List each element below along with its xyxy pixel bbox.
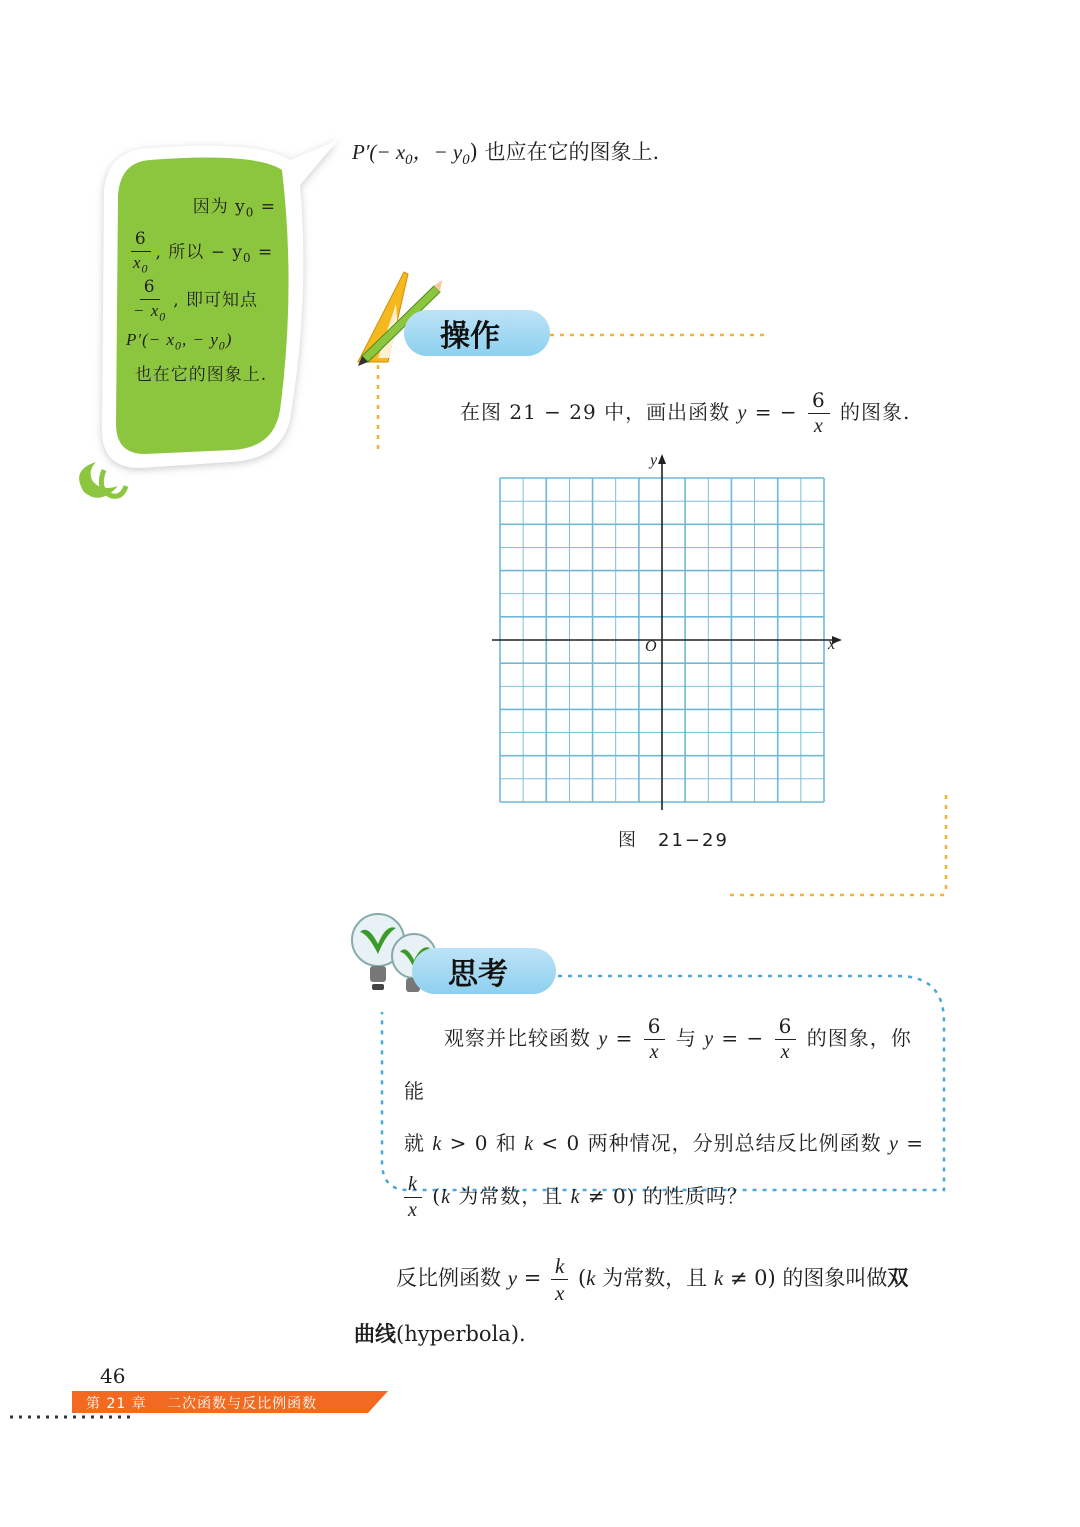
operation-header: 操作 <box>404 310 550 356</box>
frac-den: x <box>649 1041 660 1063</box>
think-p1b: 的图象，你能 <box>404 1026 912 1103</box>
def-c: 为常数，且 <box>595 1266 714 1290</box>
y-axis-arrow <box>658 454 666 464</box>
var-k: k <box>524 1133 535 1155</box>
figure-caption: 图 21−29 <box>618 830 729 851</box>
frac-den: − x <box>133 300 160 320</box>
think-fraction-3 <box>404 1174 422 1221</box>
var-y: y <box>888 1133 899 1155</box>
var-y: y <box>704 1028 715 1050</box>
note-line2-eq: = <box>251 242 274 263</box>
op-text-after: 的图象. <box>832 400 911 424</box>
think-p2b: > 0 和 <box>442 1131 525 1155</box>
var-k: k <box>713 1266 724 1290</box>
subscript: 0 <box>405 152 413 169</box>
top-line-suffix: ) 也应在它的图象上. <box>469 140 660 164</box>
note-line4-mid: , − y <box>181 329 219 349</box>
def-b: ( <box>571 1266 587 1290</box>
subscript: 0 <box>242 251 252 266</box>
var-y: y <box>737 402 748 424</box>
note-line4-end: ) <box>225 329 233 349</box>
coordinate-grid <box>488 450 848 812</box>
op-text-before: 在图 21 − 29 中，画出函数 <box>460 400 738 424</box>
note-fraction-1 <box>129 231 153 275</box>
think-question <box>404 1012 924 1223</box>
equals: = <box>517 1266 548 1290</box>
def-e: (hyperbola). <box>396 1322 526 1346</box>
think-p3a: ( <box>424 1184 442 1208</box>
frac-den: x <box>813 415 824 437</box>
subscript: 0 <box>159 309 167 324</box>
note-line4: P′(− x <box>126 329 176 349</box>
equals: = − <box>714 1026 772 1050</box>
var-y: y <box>507 1266 518 1290</box>
note-line5: 也在它的图象上. <box>134 365 268 386</box>
think-p3b: 为常数，且 <box>450 1184 571 1208</box>
origin-label: O <box>645 638 657 655</box>
op-fraction <box>808 390 830 437</box>
equals: = <box>608 1026 641 1050</box>
think-p2a: 就 <box>404 1131 433 1155</box>
def-a: 反比例函数 <box>396 1266 508 1290</box>
term-bold-2: 曲线 <box>354 1322 396 1346</box>
subscript: 0 <box>175 338 182 353</box>
frac-num: 6 <box>775 1016 797 1040</box>
frac-den: x <box>408 1199 418 1221</box>
footer-dotted-line <box>8 1414 138 1420</box>
think-p3c: ≠ 0) 的性质吗？ <box>580 1184 748 1208</box>
think-p2c: < 0 两种情况，分别总结反比例函数 <box>534 1131 889 1155</box>
frac-num: k <box>404 1174 422 1198</box>
var-k: k <box>586 1266 596 1290</box>
point-expr: P′(− x <box>352 140 406 164</box>
chapter-title: 第 21 章 二次函数与反比例函数 <box>86 1396 318 1412</box>
top-continued-line <box>352 136 659 169</box>
think-p1a: 观察并比较函数 <box>444 1026 599 1050</box>
think-p2d: = <box>898 1131 924 1155</box>
think-mid1: 与 <box>668 1026 705 1050</box>
frac-num: 6 <box>644 1016 666 1040</box>
axis-label-y: y <box>650 452 658 469</box>
frac-num: k <box>551 1255 568 1280</box>
frac-num: 6 <box>131 231 151 252</box>
side-note-text <box>126 192 276 390</box>
frac-den: x <box>554 1281 565 1305</box>
axis-label-x: x <box>828 636 836 653</box>
frac-num: 6 <box>808 390 830 414</box>
def-fraction <box>551 1255 568 1304</box>
operation-instruction <box>460 390 910 437</box>
term-bold-1: 双 <box>887 1266 909 1290</box>
note-fraction-2 <box>129 279 170 323</box>
def-d: ≠ 0) 的图象叫做 <box>723 1266 888 1290</box>
var-y: y <box>598 1028 609 1050</box>
subscript: 0 <box>462 152 470 169</box>
point-expr-mid: ，− y <box>412 140 463 164</box>
var-k: k <box>570 1186 581 1208</box>
note-line1: 因为 y <box>192 197 246 217</box>
frac-den: x <box>133 253 142 273</box>
page-number: 46 <box>100 1364 126 1388</box>
note-line1-tail: = <box>254 197 276 217</box>
equals: = − <box>747 400 805 424</box>
subscript: 0 <box>218 338 226 353</box>
subscript: 0 <box>141 261 149 276</box>
frac-num: 6 <box>140 279 160 300</box>
think-fraction-2 <box>775 1016 797 1063</box>
subscript: 0 <box>245 205 255 220</box>
note-line2-tail: , 所以 − y <box>155 242 243 263</box>
var-k: k <box>441 1186 451 1208</box>
note-line3-tail: , 即可知点 <box>173 290 259 311</box>
frac-den: x <box>780 1041 791 1063</box>
think-header: 思考 <box>412 948 556 994</box>
think-fraction-1 <box>644 1016 666 1063</box>
var-k: k <box>432 1133 443 1155</box>
definition-paragraph <box>354 1250 954 1362</box>
